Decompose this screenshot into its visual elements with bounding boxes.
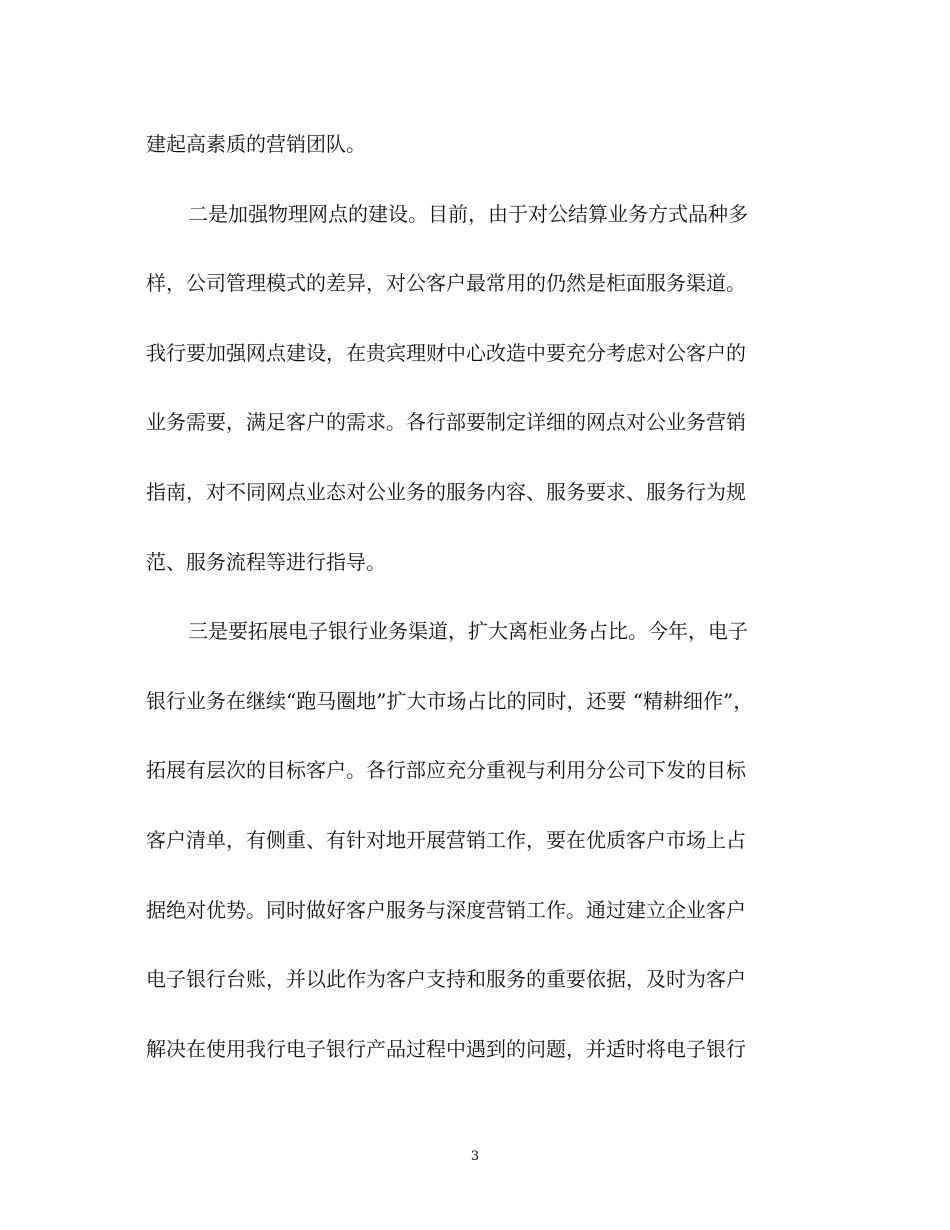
page-number: 3 (470, 1149, 480, 1164)
text-line: 范、服务流程等进行指导。 (146, 549, 386, 574)
text-line: 据绝对优势。同时做好客户服务与深度营销工作。通过建立企业客户 (146, 897, 746, 922)
text-line: 拓展有层次的目标客户。各行部应充分重视与利用分公司下发的目标 (146, 758, 746, 783)
text-line: 样，公司管理模式的差异，对公客户最常用的仍然是柜面服务渠道。 (146, 271, 746, 296)
text-line: 银行业务在继续“跑马圈地”扩大市场占比的同时，还要 “精耕细作”， (146, 688, 754, 713)
text-line: 业务需要，满足客户的需求。各行部要制定详细的网点对公业务营销 (146, 410, 746, 435)
text-line: 客户清单，有侧重、有针对地开展营销工作，要在优质客户市场上占 (146, 827, 746, 852)
paragraph-first-line: 三是要拓展电子银行业务渠道，扩大离柜业务占比。今年，电子 (188, 619, 748, 644)
body-text (146, 126, 802, 1100)
paragraph-first-line: 二是加强物理网点的建设。目前，由于对公结算业务方式品种多 (188, 201, 748, 226)
text-line: 解决在使用我行电子银行产品过程中遇到的问题，并适时将电子银行 (146, 1036, 746, 1061)
text-line: 指南，对不同网点业态对公业务的服务内容、服务要求、服务行为规 (146, 479, 746, 504)
text-line: 我行要加强网点建设，在贵宾理财中心改造中要充分考虑对公客户的 (146, 340, 746, 365)
text-line: 建起高素质的营销团队。 (146, 132, 366, 156)
text-line: 电子银行台账，并以此作为客户支持和服务的重要依据，及时为客户 (146, 967, 746, 992)
